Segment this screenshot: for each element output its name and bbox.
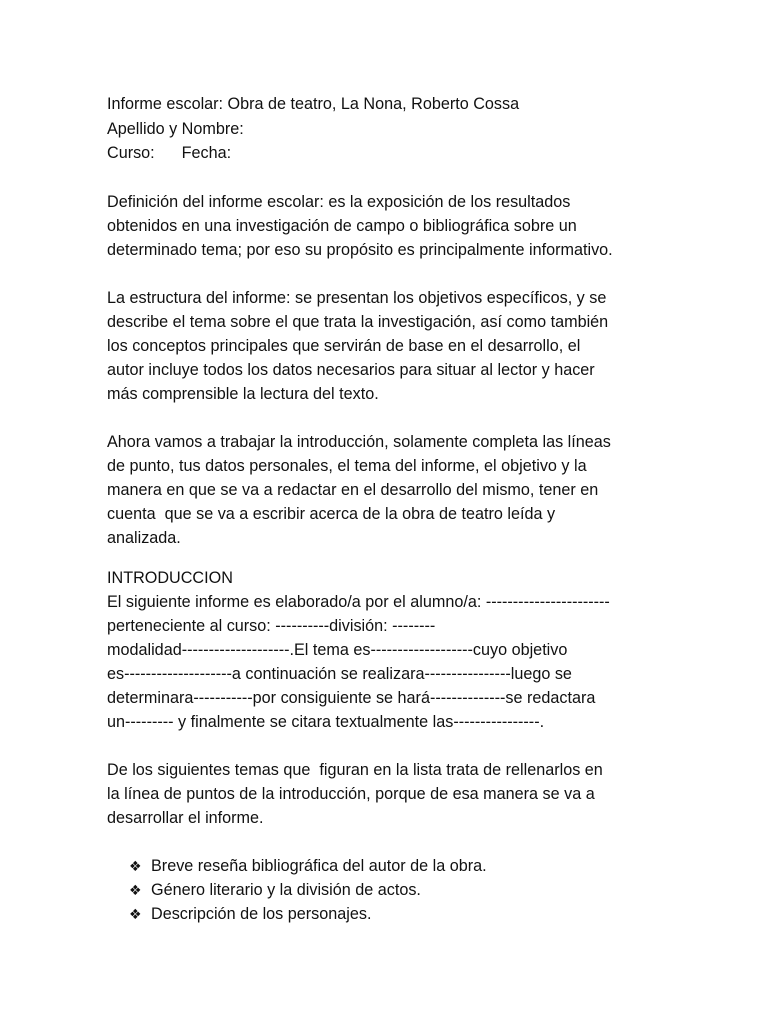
topics-intro-paragraph bbox=[107, 758, 677, 830]
diamond-star-bullet-icon: ❖ bbox=[129, 905, 142, 922]
paragraph-line: obtenidos en una investigación de campo o bibliográfica sobre un bbox=[107, 216, 577, 235]
document-title: Informe escolar: Obra de teatro, La Nona, Roberto Cossa bbox=[107, 95, 520, 113]
list-item-text: Breve reseña bibliográfica del autor de la obra. bbox=[151, 856, 487, 875]
fill-in-line: un--------- y finalmente se citara textualmente las----------------. bbox=[107, 712, 545, 731]
paragraph-line: La estructura del informe: se presentan los objetivos específicos, y se bbox=[107, 288, 607, 307]
paragraph-line: autor incluye todos los datos necesarios para situar al lector y hacer bbox=[107, 360, 595, 379]
list-item-text: Género literario y la división de actos. bbox=[151, 880, 421, 899]
fill-in-line: modalidad--------------------.El tema es-------------------cuyo objetivo bbox=[107, 640, 568, 659]
document-page bbox=[107, 92, 677, 926]
paragraph-line: los conceptos principales que servirán de base en el desarrollo, el bbox=[107, 336, 581, 355]
name-label: Apellido y Nombre: bbox=[107, 119, 244, 138]
paragraph-line: Definición del informe escolar: es la exposición de los resultados bbox=[107, 192, 571, 211]
document-header bbox=[107, 92, 677, 166]
paragraph-line: analizada. bbox=[107, 528, 181, 547]
structure-paragraph bbox=[107, 286, 677, 406]
fill-in-line: es--------------------a continuación se realizara----------------luego se bbox=[107, 664, 572, 683]
definition-paragraph bbox=[107, 190, 677, 262]
paragraph-line: de punto, tus datos personales, el tema del informe, el objetivo y la bbox=[107, 456, 587, 475]
fill-in-line: El siguiente informe es elaborado/a por el alumno/a: ----------------------- bbox=[107, 592, 610, 611]
list-item bbox=[129, 854, 677, 878]
diamond-star-bullet-icon: ❖ bbox=[129, 857, 142, 874]
paragraph-line: la línea de puntos de la introducción, porque de esa manera se va a bbox=[107, 784, 595, 803]
paragraph-line: De los siguientes temas que figuran en la lista trata de rellenarlos en bbox=[107, 760, 603, 779]
spacer bbox=[107, 406, 677, 430]
diamond-star-bullet-icon: ❖ bbox=[129, 881, 142, 898]
topics-list bbox=[107, 854, 677, 926]
spacer bbox=[107, 262, 677, 286]
fill-in-line: perteneciente al curso: ----------división: -------- bbox=[107, 616, 436, 635]
paragraph-line: describe el tema sobre el que trata la investigación, así como también bbox=[107, 312, 609, 331]
list-item bbox=[129, 902, 677, 926]
instructions-paragraph bbox=[107, 430, 677, 550]
list-item-text: Descripción de los personajes. bbox=[151, 904, 372, 923]
paragraph-line: manera en que se va a redactar en el desarrollo del mismo, tener en bbox=[107, 480, 599, 499]
course-date-label: Curso: Fecha: bbox=[107, 144, 232, 162]
introduction-section bbox=[107, 566, 677, 734]
paragraph-line: desarrollar el informe. bbox=[107, 808, 264, 827]
paragraph-line: Ahora vamos a trabajar la introducción, solamente completa las líneas bbox=[107, 432, 611, 451]
paragraph-line: determinado tema; por eso su propósito es principalmente informativo. bbox=[107, 240, 613, 259]
list-item bbox=[129, 878, 677, 902]
introduction-heading: INTRODUCCION bbox=[107, 568, 233, 587]
paragraph-line: cuenta que se va a escribir acerca de la obra de teatro leída y bbox=[107, 504, 556, 523]
spacer bbox=[107, 550, 677, 566]
spacer bbox=[107, 830, 677, 854]
fill-in-line: determinara-----------por consiguiente se hará--------------se redactara bbox=[107, 688, 596, 707]
paragraph-line: más comprensible la lectura del texto. bbox=[107, 384, 379, 403]
spacer bbox=[107, 166, 677, 190]
spacer bbox=[107, 734, 677, 758]
